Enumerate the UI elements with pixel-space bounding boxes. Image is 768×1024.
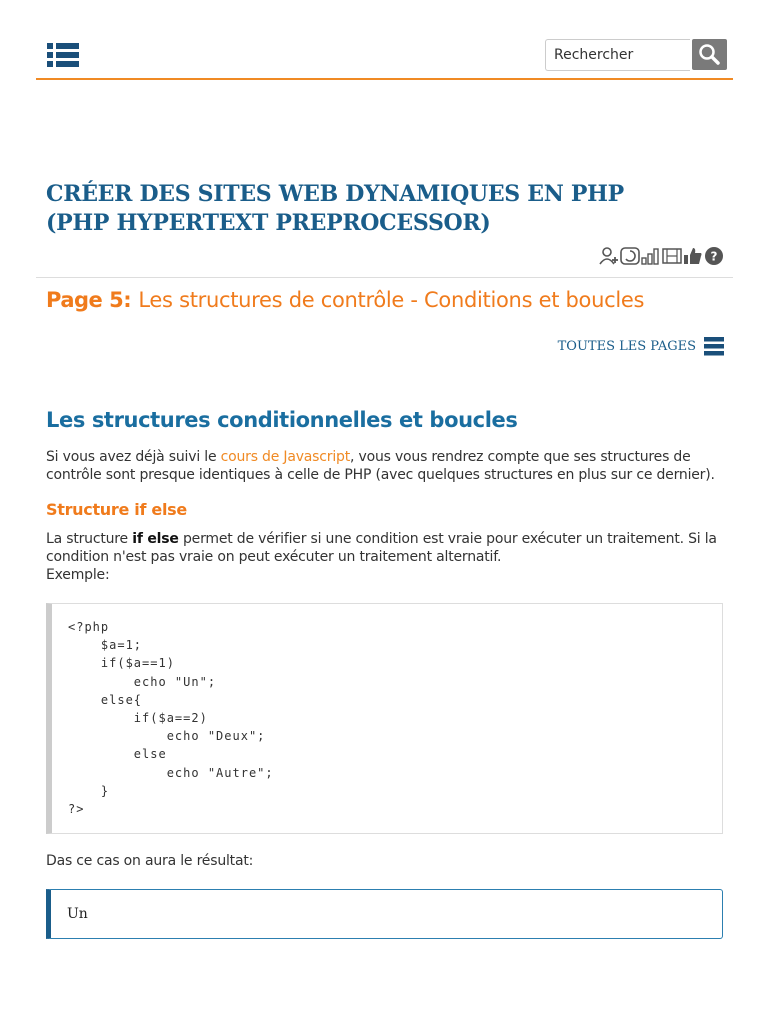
para-keyword: if else xyxy=(132,531,179,547)
film-icon[interactable] xyxy=(662,246,682,266)
subsection-title: Structure if else xyxy=(46,500,187,519)
svg-text:?: ? xyxy=(710,249,718,264)
para-text-cont: permet de vérifier si une condition est vraie pour exécuter un traitement. Si la condition n'est pas vraie on peut exécuter un traitement alternatif. xyxy=(46,531,717,565)
javascript-course-link[interactable]: cours de Javascript xyxy=(220,449,350,465)
result-box xyxy=(46,889,723,939)
example-label: Exemple: xyxy=(46,567,110,583)
section-title: Les structures conditionnelles et boucles xyxy=(46,408,518,432)
menu-list-icon[interactable] xyxy=(47,43,79,67)
help-icon[interactable] xyxy=(704,246,724,266)
code-text: <?php $a=1; if($a==1) echo "Un"; else{ if($a==2) echo "Deux"; else echo "Autre"; } ?> xyxy=(68,620,274,817)
code-block xyxy=(46,603,723,834)
page-title: Les structures de contrôle - Conditions et boucles xyxy=(138,288,645,312)
bar-chart-icon[interactable] xyxy=(641,246,661,266)
hamburger-icon xyxy=(704,337,724,356)
intro-text: Si vous avez déjà suivi le xyxy=(46,449,221,465)
page-number: Page 5: xyxy=(46,288,132,312)
all-pages-button[interactable] xyxy=(558,337,724,356)
page-heading xyxy=(46,288,644,312)
para-text: La structure xyxy=(46,531,133,547)
clock-icon[interactable] xyxy=(620,246,640,266)
if-else-paragraph xyxy=(46,530,726,584)
intro-paragraph xyxy=(46,448,726,484)
search-icon xyxy=(692,39,727,70)
add-user-icon[interactable] xyxy=(599,246,619,266)
all-pages-label: TOUTES LES PAGES xyxy=(557,339,696,354)
course-title: CRÉER DES SITES WEB DYNAMIQUES EN PHP (PHP HYPERTEXT PREPROCESSOR) xyxy=(46,181,624,236)
course-icon-bar xyxy=(599,246,724,266)
result-label: Das ce cas on aura le résultat: xyxy=(46,853,254,869)
intro-text-cont: , vous vous rendrez compte que ses structures de contrôle sont presque identiques à celle de PHP (avec quelques structures en plus sur ce dernier). xyxy=(46,449,715,483)
divider xyxy=(36,277,733,278)
top-header xyxy=(36,36,733,80)
search-button[interactable] xyxy=(692,39,727,70)
thumbs-up-icon[interactable] xyxy=(683,246,703,266)
search-input[interactable] xyxy=(545,39,690,71)
search-box xyxy=(545,39,690,71)
result-value: Un xyxy=(67,906,88,922)
